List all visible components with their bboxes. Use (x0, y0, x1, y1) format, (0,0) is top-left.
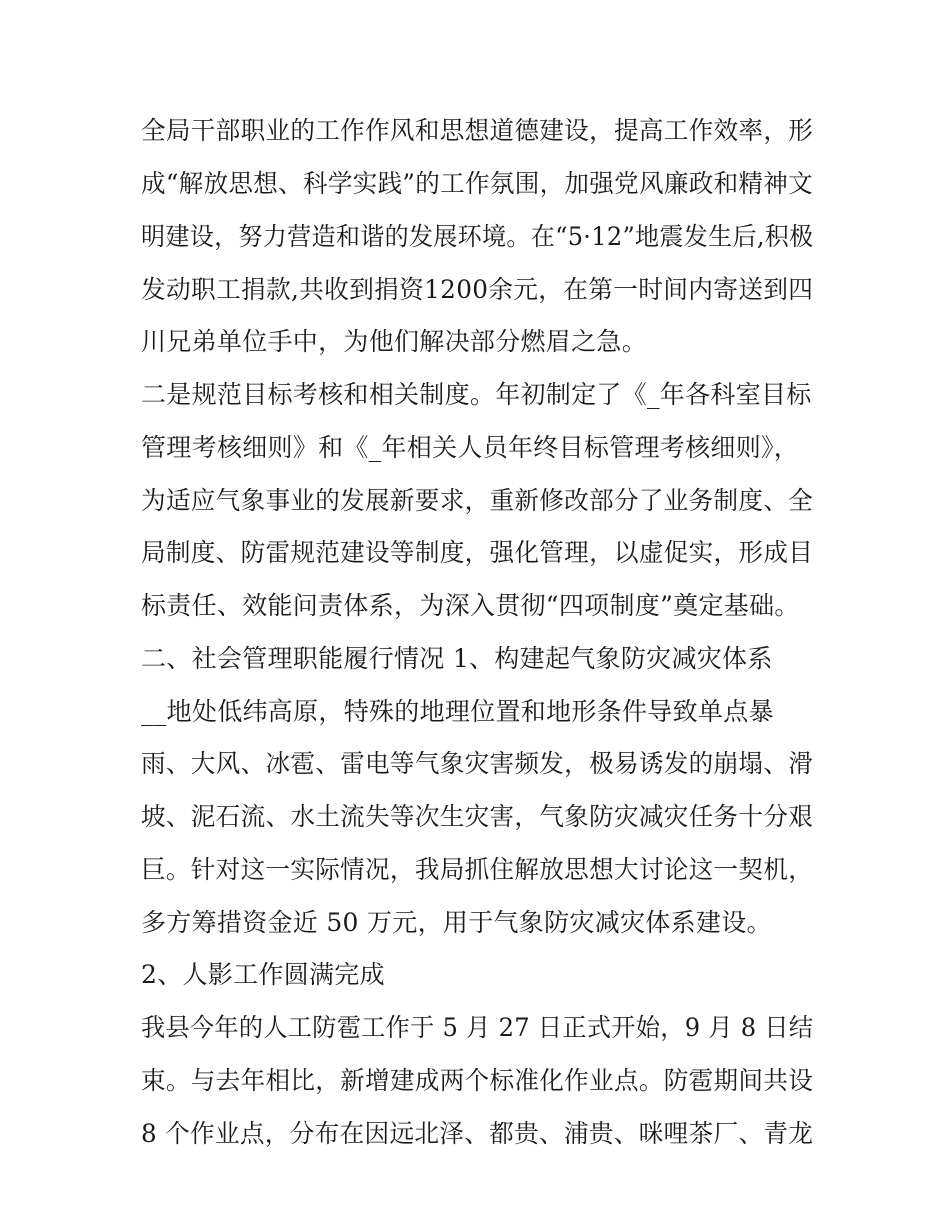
text-line-2: 成“解放思想、科学实践”的工作氛围，加强党风廉政和精神文 (141, 169, 813, 198)
text-line-4: 发动职工捐款,共收到捐资1200余元，在第一时间内寄送到四 (141, 275, 814, 304)
text-line-7: 管理考核细则》和《_年相关人员年终目标管理考核细则》， (141, 433, 800, 462)
text-line-15: 巨。针对这一实际情况，我局抓住解放思想大讨论这一契机， (141, 855, 814, 884)
text-line-13: 雨、大风、冰雹、雷电等气象灾害频发，极易诱发的崩塌、滑 (141, 749, 814, 778)
text-line-18: 我县今年的人工防雹工作于 5 月 27 日正式开始，9 月 8 日结 (141, 1013, 814, 1042)
text-line-20: 8 个作业点，分布在因远北泽、都贵、浦贵、咪哩茶厂、青龙 (141, 1119, 814, 1148)
text-line-8: 为适应气象事业的发展新要求，重新修改部分了业务制度、全 (141, 486, 814, 515)
text-line-1: 全局干部职业的工作作风和思想道德建设，提高工作效率，形 (141, 116, 814, 145)
text-line-19: 束。与去年相比，新增建成两个标准化作业点。防雹期间共设 (141, 1066, 814, 1095)
text-line-3: 明建设，努力营造和谐的发展环境。在“5·12”地震发生后,积极 (141, 222, 814, 251)
text-line-10: 标责任、效能问责体系，为深入贯彻“四项制度”奠定基础。 (141, 591, 800, 620)
text-line-5: 川兄弟单位手中，为他们解决部分燃眉之急。 (141, 327, 648, 356)
text-line-16: 多方筹措资金近 50 万元，用于气象防灾减灾体系建设。 (141, 908, 772, 937)
text-line-6: 二是规范目标考核和相关制度。年初制定了《_年各科室目标 (141, 380, 812, 409)
section-heading: 二、社会管理职能履行情况 1、构建起气象防灾减灾体系 (141, 644, 773, 673)
text-line-9: 局制度、防雷规范建设等制度，强化管理，以虚促实，形成目 (141, 538, 814, 567)
subsection-heading: 2、人影工作圆满完成 (141, 960, 385, 989)
text-line-14: 坡、泥石流、水土流失等次生灾害，气象防灾减灾任务十分艰 (141, 802, 814, 831)
text-line-12: __地处低纬高原，特殊的地理位置和地形条件导致单点暴 (141, 697, 774, 726)
